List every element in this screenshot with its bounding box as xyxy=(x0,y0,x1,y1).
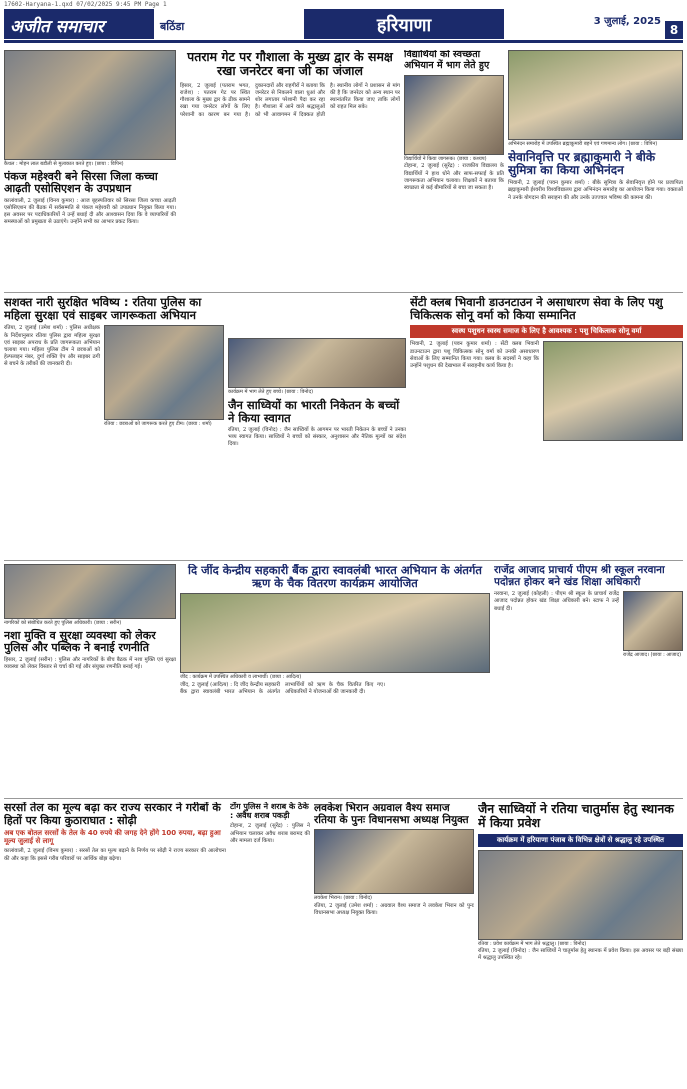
sub-headline: कार्यक्रम में हरियाणा पंजाब के विभिन्न क्षेत्रों से श्रद्धालु रहे उपस्थित xyxy=(478,834,683,847)
headline: सरसों तेल का मूल्य बढ़ा कर राज्य सरकार ने गरीबों के हितों पर किया कुठाराघात : सोढ़ी xyxy=(4,802,221,827)
story-photo xyxy=(104,325,224,420)
photo-caption: राजेंद्र आजाद। (छाया : आजाद) xyxy=(623,652,682,659)
headline: टोंग पुलिस ने शराब के ठेके : अवैध शराब पकड़ी xyxy=(230,802,309,821)
story-photo xyxy=(478,850,683,940)
photo-caption: कैथल : मोहन लाल बडौली से मुलाकात करते हुए। (छाया : विपिन) xyxy=(4,161,124,167)
story-photo xyxy=(4,564,176,619)
headline: जैन साध्वियों ने रतिया चातुर्मास हेतु स्थानक में किया प्रवेश xyxy=(478,802,674,831)
photo-caption: अभिनंदन समारोह में उपस्थित ब्रह्माकुमारी बहनें एवं गणमान्य लोग। (छाया : विपिन) xyxy=(508,141,658,147)
story-cleanliness xyxy=(404,50,504,290)
headline: राजेंद्र आजाद प्राचार्य पीएम श्री स्कूल नरवाना पदोन्नत होकर बने खंड शिक्षा अधिकारी xyxy=(494,564,665,589)
story-body: टोहाना, 2 जुलाई (सुरेंद्र) : पुलिस ने अभियान चलाकर अवैध शराब बरामद की और मामला दर्ज किया। xyxy=(230,823,310,844)
headline: दि जींद केन्द्रीय सहकारी बैंक द्वारा स्वावलंबी भारत अभियान के अंतर्गत ऋण के चैक वितरण कार्यक्रम आयोजित xyxy=(188,564,482,591)
story-body: हिसार, 2 जुलाई (पतराम भगत, राजेश) : पतराम गेट पर स्थित गौशाला के मुख्य द्वार के ठीक सामने रखा गया जनरेटर लोगों के लिए परेशानी का कारण बन गया है। दुकानदारों और राहगीरों ने बताया कि जनरेटर से निकलने वाला धुआं और शोर लगातार परेशानी पैदा कर रहा है। गौशाला में आने वाले श्रद्धालुओं को भी आवागमन में दिक्कत होती है। स्थानीय लोगों ने प्रशासन से मांग की है कि जनरेटर को अन्य स्थान पर स्थानांतरित किया जाए ताकि लोगों को राहत मिल सके। xyxy=(180,82,400,118)
headline: सेवानिवृत्ति पर ब्रह्माकुमारी ने बीके सुमित्रा का किया अभिनंदन xyxy=(508,149,656,178)
photo-caption: विद्यार्थियों ने किया जागरूक। (छाया : कश्यप) xyxy=(404,155,487,162)
story-photo xyxy=(508,50,683,140)
story-photo xyxy=(180,593,490,673)
story-rajendra-azad xyxy=(494,564,683,796)
story-body: नरवाना, 2 जुलाई (कोहली) : पीएम श्री स्कूल के प्राचार्य राजेंद्र आजाद पदोन्नत होकर खंड शिक्षा अधिकारी बने। स्टाफ ने उन्हें बधाई दी। xyxy=(494,591,619,612)
story-jain-bharti xyxy=(228,338,406,558)
story-ratia-police xyxy=(4,296,224,558)
story-photo xyxy=(4,50,176,160)
headline: पंकज महेश्वरी बने सिरसा जिला कच्चा आढ़ती एसोसिएशन के उपप्रधान xyxy=(4,169,158,196)
story-body: भिवानी, 2 जुलाई (पवन कुमार शर्मा) : सेंटी क्लब भिवानी डाउनटाउन द्वारा पशु चिकित्सक सोनू वर्मा को उनकी असाधारण सेवाओं के लिए सम्मानित किया गया। क्लब के सदस्यों ने कहा कि उन्होंने पशुधन की देखभाल में सराहनीय कार्य किया है। xyxy=(410,341,539,370)
headline: जैन साध्वियों का भारती निकेतन के बच्चों ने किया स्वागत xyxy=(228,397,400,425)
photo-caption: लवकेश भिरान। (छाया : विनोद) xyxy=(314,895,372,902)
photo-caption: जींद : कार्यक्रम में उपस्थित अधिकारी व लाभार्थी। (छाया : आदित्य) xyxy=(180,674,302,681)
story-body: रतिया, 2 जुलाई (विनोद) : जैन साध्वियों के आगमन पर भारती निकेतन के बच्चों ने उनका भव्य स्वागत किया। साध्वियों ने बच्चों को संस्कार, अनुशासन और नैतिक मूल्यों का संदेश दिया। xyxy=(228,426,406,448)
story-body: रतिया, 2 जुलाई (उमेश शर्मा) : अग्रवाल वैश्य समाज ने लवकेश भिरान को पुनः विधानसभा अध्यक्ष नियुक्त किया। xyxy=(314,902,474,916)
story-sumitra xyxy=(508,50,683,290)
story-jain-chaturmas xyxy=(478,802,683,1084)
print-slug: 17602-Haryana-1.qxd 07/02/2025 9:45 PM Page 1 xyxy=(4,1,167,8)
story-body: रतिया, 2 जुलाई (विनोद) : जैन साध्वियों ने चातुर्मास हेतु स्थानक में प्रवेश किया। इस अवसर पर बड़ी संख्या में श्रद्धालु उपस्थित रहे। xyxy=(478,948,683,962)
story-photo xyxy=(543,341,683,441)
edition-name: बठिंडा xyxy=(160,20,185,33)
sub-headline: स्वस्थ पशुधन स्वस्थ समाज के लिए है आवश्यक : पशु चिकित्सक सोनू वर्मा xyxy=(410,325,683,338)
story-senti-club xyxy=(410,296,683,558)
headline: पतराम गेट पर गौशाला के मुख्य द्वार के समक्ष रखा जनरेटर बना जी का जंजाल xyxy=(187,50,393,79)
headline: विद्यार्थियों को स्वच्छता अभियान में भाग लेते हुए xyxy=(404,50,490,71)
photo-caption: नागरिकों को संबोधित करते हुए पुलिस अधिकारी। (छाया : सरीन) xyxy=(4,620,122,626)
story-lavkesh xyxy=(314,802,474,1084)
photo-caption: रतिया : छात्राओं को जागरूक करते हुए टीम। (छाया : शर्मा) xyxy=(104,421,212,428)
story-body: जींद, 2 जुलाई (आदित्य) : दि जींद केन्द्रीय सहकारी बैंक द्वारा स्वावलंबी भारत अभियान के अंतर्गत लाभार्थियों को ऋण के चैक वितरित किए गए। अधिकारियों ने योजनाओं की जानकारी दी। xyxy=(180,681,385,696)
story-photo xyxy=(623,591,683,651)
story-body: कालांवाली, 2 जुलाई (विनय कुमार) : आज बृहस्पतिवार को सिरसा जिला कच्चा आढ़ती एसोसिएशन की बैठक में सर्वसम्मति से पंकज महेश्वरी को उपप्रधान नियुक्त किया गया। इस अवसर पर पदाधिकारियों ने उन्हें बधाई दी और आश्वासन दिया कि वे व्यापारियों की समस्याओं को प्रमुखता से उठाएंगे। उन्होंने सभी का आभार प्रकट किया। xyxy=(4,197,176,226)
issue-date: 3 जुलाई, 2025 xyxy=(593,16,661,27)
sub-headline: अब एक बोतल सरसों के तेल के 40 रुपये की जगह देने होंगे 100 रुपया, बढ़ा हुआ मूल्य जुलाई से लागू xyxy=(4,829,221,846)
story-nasha-mukti xyxy=(4,564,176,796)
story-body: कालांवाली, 2 जुलाई (विनय कुमार) : सरसों तेल का मूल्य बढ़ाने के निर्णय पर सोढ़ी ने राज्य सरकार की आलोचना की और कहा कि इससे गरीब परिवारों पर आर्थिक बोझ बढ़ेगा। xyxy=(4,848,226,862)
story-generator xyxy=(180,50,400,290)
story-mustard-oil xyxy=(4,802,226,1084)
story-body: भिवानी, 2 जुलाई (पवन कुमार शर्मा) : बीके सुमित्रा के सेवानिवृत्त होने पर प्रजापिता ब्रह्माकुमारी ईश्वरीय विश्वविद्यालय द्वारा अभिनंदन समारोह का आयोजन किया गया। वक्ताओं ने उनके योगदान की सराहना की और उनके उज्ज्वल भविष्य की कामना की। xyxy=(508,180,683,201)
page-number: 8 xyxy=(665,21,683,39)
headline: नशा मुक्ति व सुरक्षा व्यवस्था को लेकर पुलिस और पब्लिक ने बनाई रणनीति xyxy=(4,628,156,655)
story-body: हिसार, 2 जुलाई (सरीन) : पुलिस और नागरिकों के बीच बैठक में नशा मुक्ति एवं सुरक्षा व्यवस्था को लेकर विस्तार से चर्चा की गई और संयुक्त रणनीति बनाई गई। xyxy=(4,656,176,670)
story-photo xyxy=(228,338,406,388)
story-aadhti xyxy=(4,50,176,290)
masthead xyxy=(4,9,683,43)
paper-logo: अजीत समाचार xyxy=(4,9,154,39)
photo-caption: कार्यक्रम में भाग लेते हुए बच्चे। (छाया : विनोद) xyxy=(228,389,314,395)
story-liquor xyxy=(230,802,310,1084)
section-title: हरियाणा xyxy=(304,9,504,39)
headline: लवकेश भिरान अग्रवाल वैश्य समाज रतिया के पुनः विधानसभा अध्यक्ष नियुक्त xyxy=(314,802,469,827)
story-body: टोहाना, 2 जुलाई (सुरेंद्र) : राजकीय विद्यालय के विद्यार्थियों ने हाथ धोने और साफ-सफाई के प्रति जागरूकता अभियान चलाया। शिक्षकों ने बताया कि स्वच्छता से कई बीमारियों से बचा जा सकता है। xyxy=(404,163,504,191)
story-cooperative-bank xyxy=(180,564,490,796)
headline: सशक्त नारी सुरक्षित भविष्य : रतिया पुलिस का महिला सुरक्षा एवं साइबर जागरूकता अभियान xyxy=(4,296,202,323)
story-body: रतिया, 2 जुलाई (उमेश शर्मा) : पुलिस अधीक्षक के निर्देशानुसार रतिया पुलिस द्वारा महिला सुरक्षा एवं साइबर अपराध के प्रति जागरूकता अभियान चलाया गया। महिला पुलिस टीम ने छात्राओं को हेल्पलाइन नंबर, दुर्गा शक्ति ऐप और साइबर ठगी से बचने के तरीकों की जानकारी दी। xyxy=(4,325,100,368)
story-photo xyxy=(404,75,504,155)
story-photo xyxy=(314,829,474,894)
headline: सेंटी क्लब भिवानी डाउनटाउन ने असाधारण सेवा के लिए पशु चिकित्सक सोनू वर्मा को किया सम्मानित xyxy=(410,296,663,323)
photo-caption: रतिया : प्रवेश कार्यक्रम में भाग लेते श्रद्धालु। (छाया : विनोद) xyxy=(478,940,587,947)
